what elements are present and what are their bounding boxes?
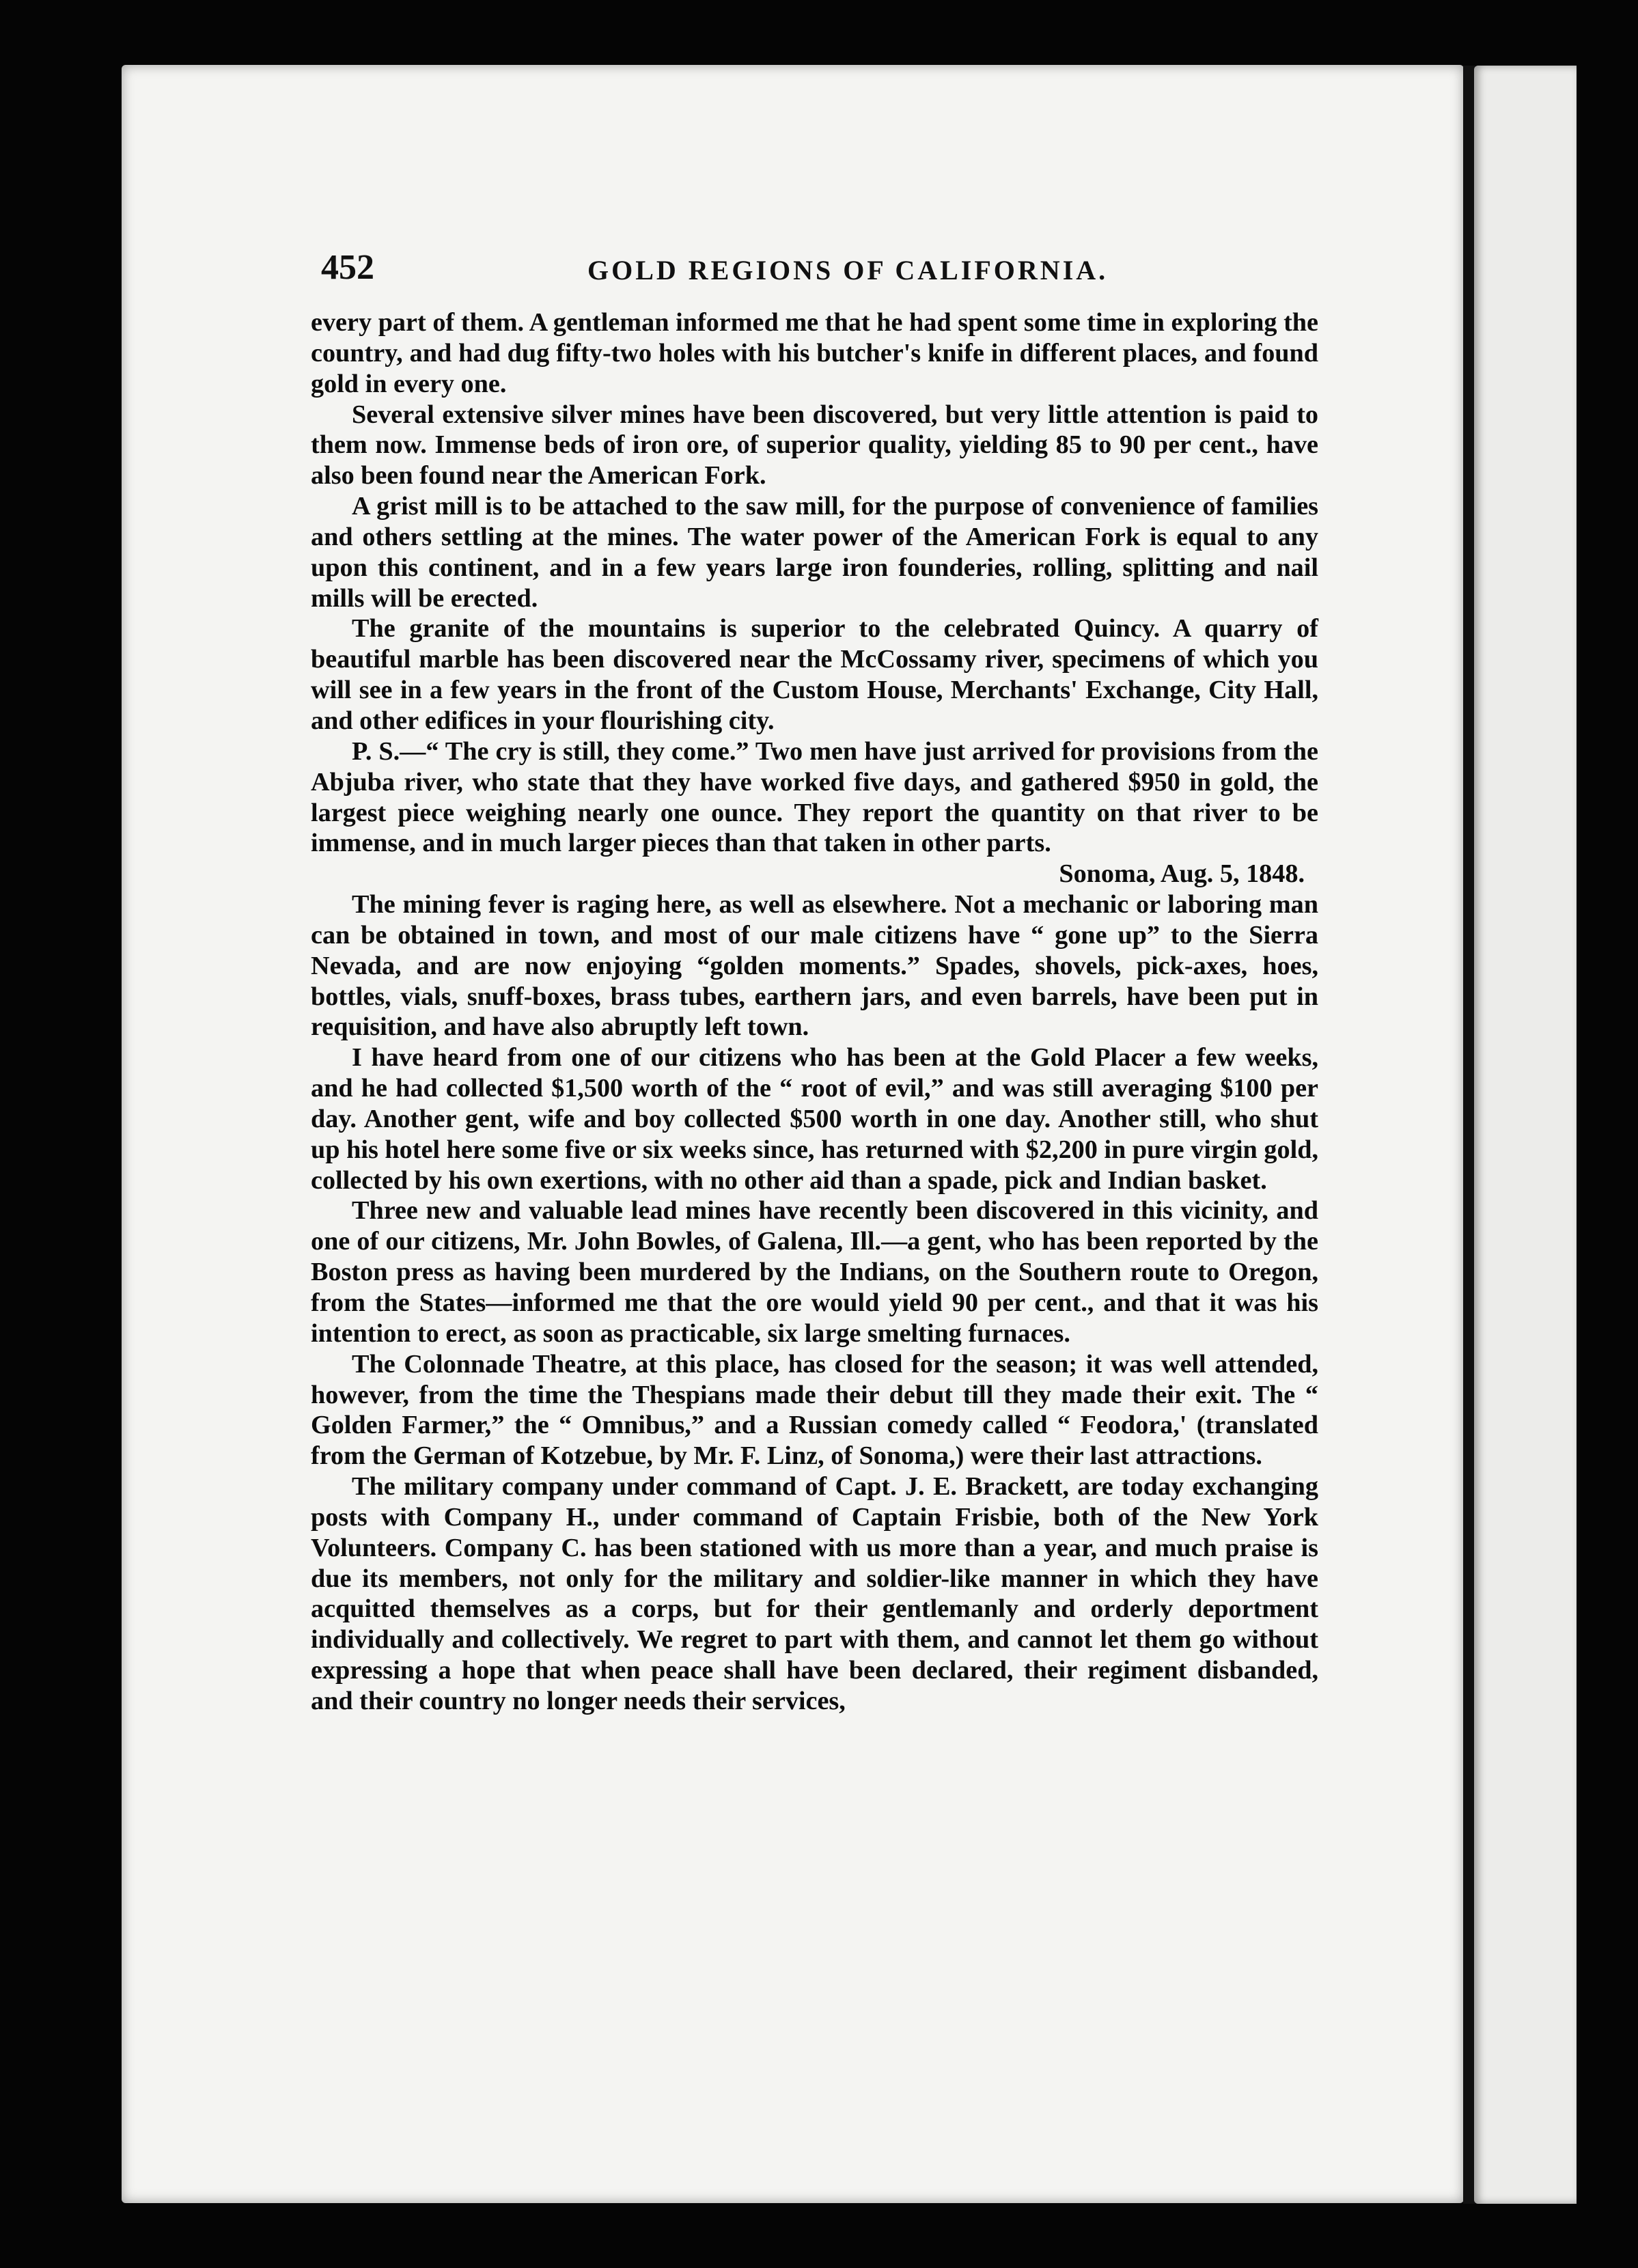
dateline: Sonoma, Aug. 5, 1848. [1059,859,1305,889]
paragraph: A grist mill is to be attached to the saw mill, for the purpose of convenience of families and others settling at the mines. The water power of the American Fork is equal to any upon this continent, and in a few years large iron founderies, rolling, splitting and nail mills will be erected. [311,492,1318,613]
paragraph: I have heard from one of our citizens who has been at the Gold Placer a few weeks, and he had collected $1,500 worth of the “ root of evil,” and was still averaging $100 per day. Another gent, wife and boy collected $500 worth in one day. Another still, who shut up his hotel here some five or six weeks since, has returned with $2,200 in pure virgin gold, collected by his own exertions, with no other aid than a spade, pick and Indian basket. [311,1043,1318,1195]
paragraph: every part of them. A gentleman informed me that he had spent some time in exploring the country, and had dug fifty-two holes with his butcher's knife in different places, and found gold in every one. [311,308,1318,398]
facing-page-edge [1474,66,1577,2204]
running-title: GOLD REGIONS OF CALIFORNIA. [587,255,1109,286]
paragraph: The mining fever is raging here, as well as elsewhere. Not a mechanic or laboring man can be obtained in town, and most of our male citizens have “ gone up” to the Sierra Nevada, and are now enjoying “golden moments.” Spades, shovels, pick-axes, hoes, bottles, vials, snuff-boxes, brass tubes, earthern jars, and even barrels, have been put in requisition, and have also abruptly left town. [311,890,1318,1042]
paragraph: Several extensive silver mines have been discovered, but very little attention is paid to them now. Immense beds of iron ore, of superior quality, yielding 85 to 90 per cent., have also been found near the American Fork. [311,400,1318,490]
page-number: 452 [321,248,374,287]
paragraph: The Colonnade Theatre, at this place, has closed for the season; it was well attended, however, from the time the Thespians made their debut till they made their exit. The “ Golden Farmer,” the “ Omnibus,” and a Russian comedy called “ Feodora,' (translated from the German of Kotzebue, by Mr. F. Linz, of Sonoma,) were their last attractions. [311,1349,1318,1471]
paragraph: The military company under command of Capt. J. E. Brackett, are today exchanging posts with Company H., under command of Captain Frisbie, both of the New York Volunteers. Company C. has been stationed with us more than a year, and much praise is due its members, not only for the military and soldier-like manner in which they have acquitted themselves as a corps, but for their gentlemanly and orderly deportment individually and collectively. We regret to part with them, and cannot let them go without expressing a hope that when peace shall have been declared, their regiment disbanded, and their country no longer needs their services, [311,1472,1318,1715]
paragraph: P. S.—“ The cry is still, they come.” Two men have just arrived for provisions from the Abjuba river, who state that they have worked five days, and gathered $950 in gold, the largest piece weighing nearly one ounce. They report the quantity on that river to be immense, and in much larger pieces than that taken in other parts. [311,736,1318,858]
paragraph: Three new and valuable lead mines have recently been discovered in this vicinity, and one of our citizens, Mr. John Bowles, of Galena, Ill.—a gent, who has been reported by the Boston press as having been murdered by the Indians, on the Southern route to Oregon, from the States—informed me that the ore would yield 90 per cent., and that it was his intention to erect, as soon as practicable, six large smelting furnaces. [311,1196,1318,1348]
paragraph: The granite of the mountains is superior to the celebrated Quincy. A quarry of beautiful marble has been discovered near the McCossamy river, specimens of which you will see in a few years in the front of the Custom House, Merchants' Exchange, City Hall, and other edifices in your flourishing city. [311,614,1318,735]
body-text [311,307,1318,1717]
page-header [321,247,1346,295]
